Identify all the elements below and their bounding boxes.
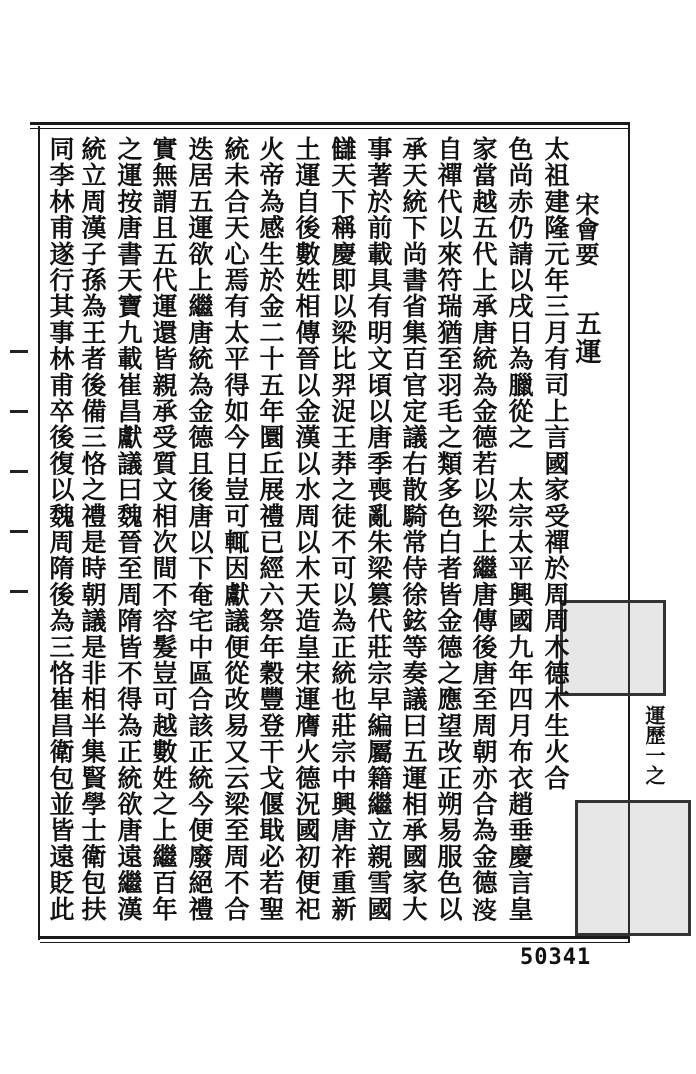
bottom-border-rule-inner bbox=[40, 942, 630, 943]
text-column-7: 讎天下稱慶即以梁比羿浞王莽之徒不可以為正統也莊宗中興唐祚重新 bbox=[328, 136, 357, 922]
text-column-14: 統立周漢子孫為王者後備三恪之禮是時朝議是非相半集賢學士衛包扶 bbox=[78, 136, 107, 922]
text-column-2: 色尚赤仍請以戌日為臘從之 太宗太平興國九年四月布衣趙垂慶言皇 bbox=[505, 136, 534, 922]
left-border-rule bbox=[38, 126, 40, 940]
library-seal-stamp bbox=[575, 800, 691, 936]
catalog-number: 50341 bbox=[520, 945, 592, 970]
text-column-13: 之運按唐書天寶九載崔昌獻議曰魏晉至周隋皆不得為正統欲唐遠繼漢 bbox=[114, 136, 143, 922]
text-column-3: 家當越五代上承唐統為金德若以梁上繼唐傳後唐至周朝亦合為金德𣸈 bbox=[469, 136, 498, 922]
text-column-4: 自禪代以來符瑞猶至羽毛之類多色白者皆金德之應望改正朔易服色以 bbox=[434, 136, 463, 922]
text-column-10: 統未合天心焉有太平得如今日豈可輒因獻議便從改易又云梁至周不合 bbox=[221, 136, 250, 922]
text-column-15: 同李林甫遂行其事林甫卒後復以魏周隋後為三恪崔昌衛包並皆遠貶此 bbox=[46, 136, 75, 922]
bottom-border-rule bbox=[40, 936, 630, 939]
text-column-1: 太祖建隆元年三月有司上言國家受禪於周周木德木生火合 bbox=[541, 136, 570, 791]
text-column-5: 承天統下尚書省集百官定議右散騎常侍徐鉉等奏議曰五運相承國家大 bbox=[399, 136, 428, 922]
margin-chapter-label: 運歷一之 bbox=[642, 705, 666, 785]
text-column-12: 實無謂且五代運還皆親承受質文相次間不容髮豈可越數姓之上繼百年 bbox=[149, 136, 178, 922]
top-border-rule bbox=[30, 122, 630, 125]
text-column-11: 迭居五運欲上繼唐統為金德且後唐以下奄宅中區合該正統今便廢絕禮 bbox=[185, 136, 214, 922]
binding-edge-marks bbox=[4, 350, 34, 650]
text-column-9: 火帝為感生於金二十五年圜丘展禮已經六祭年穀豐登干戈偃戢必若聖 bbox=[256, 136, 285, 922]
top-border-rule-inner bbox=[30, 128, 630, 129]
text-column-6: 事著於前載具有明文頃以唐季喪亂朱梁篡代莊宗早編屬籍繼立親雪國 bbox=[364, 136, 393, 922]
collector-seal-stamp bbox=[560, 600, 666, 696]
section-title: 五運 bbox=[571, 310, 601, 366]
text-column-8: 土運自後數姓相傳晉以金漢以水周以木天造皇宋運膺火德況國初便祀 bbox=[292, 136, 321, 922]
book-title: 宋會要 bbox=[571, 192, 600, 267]
